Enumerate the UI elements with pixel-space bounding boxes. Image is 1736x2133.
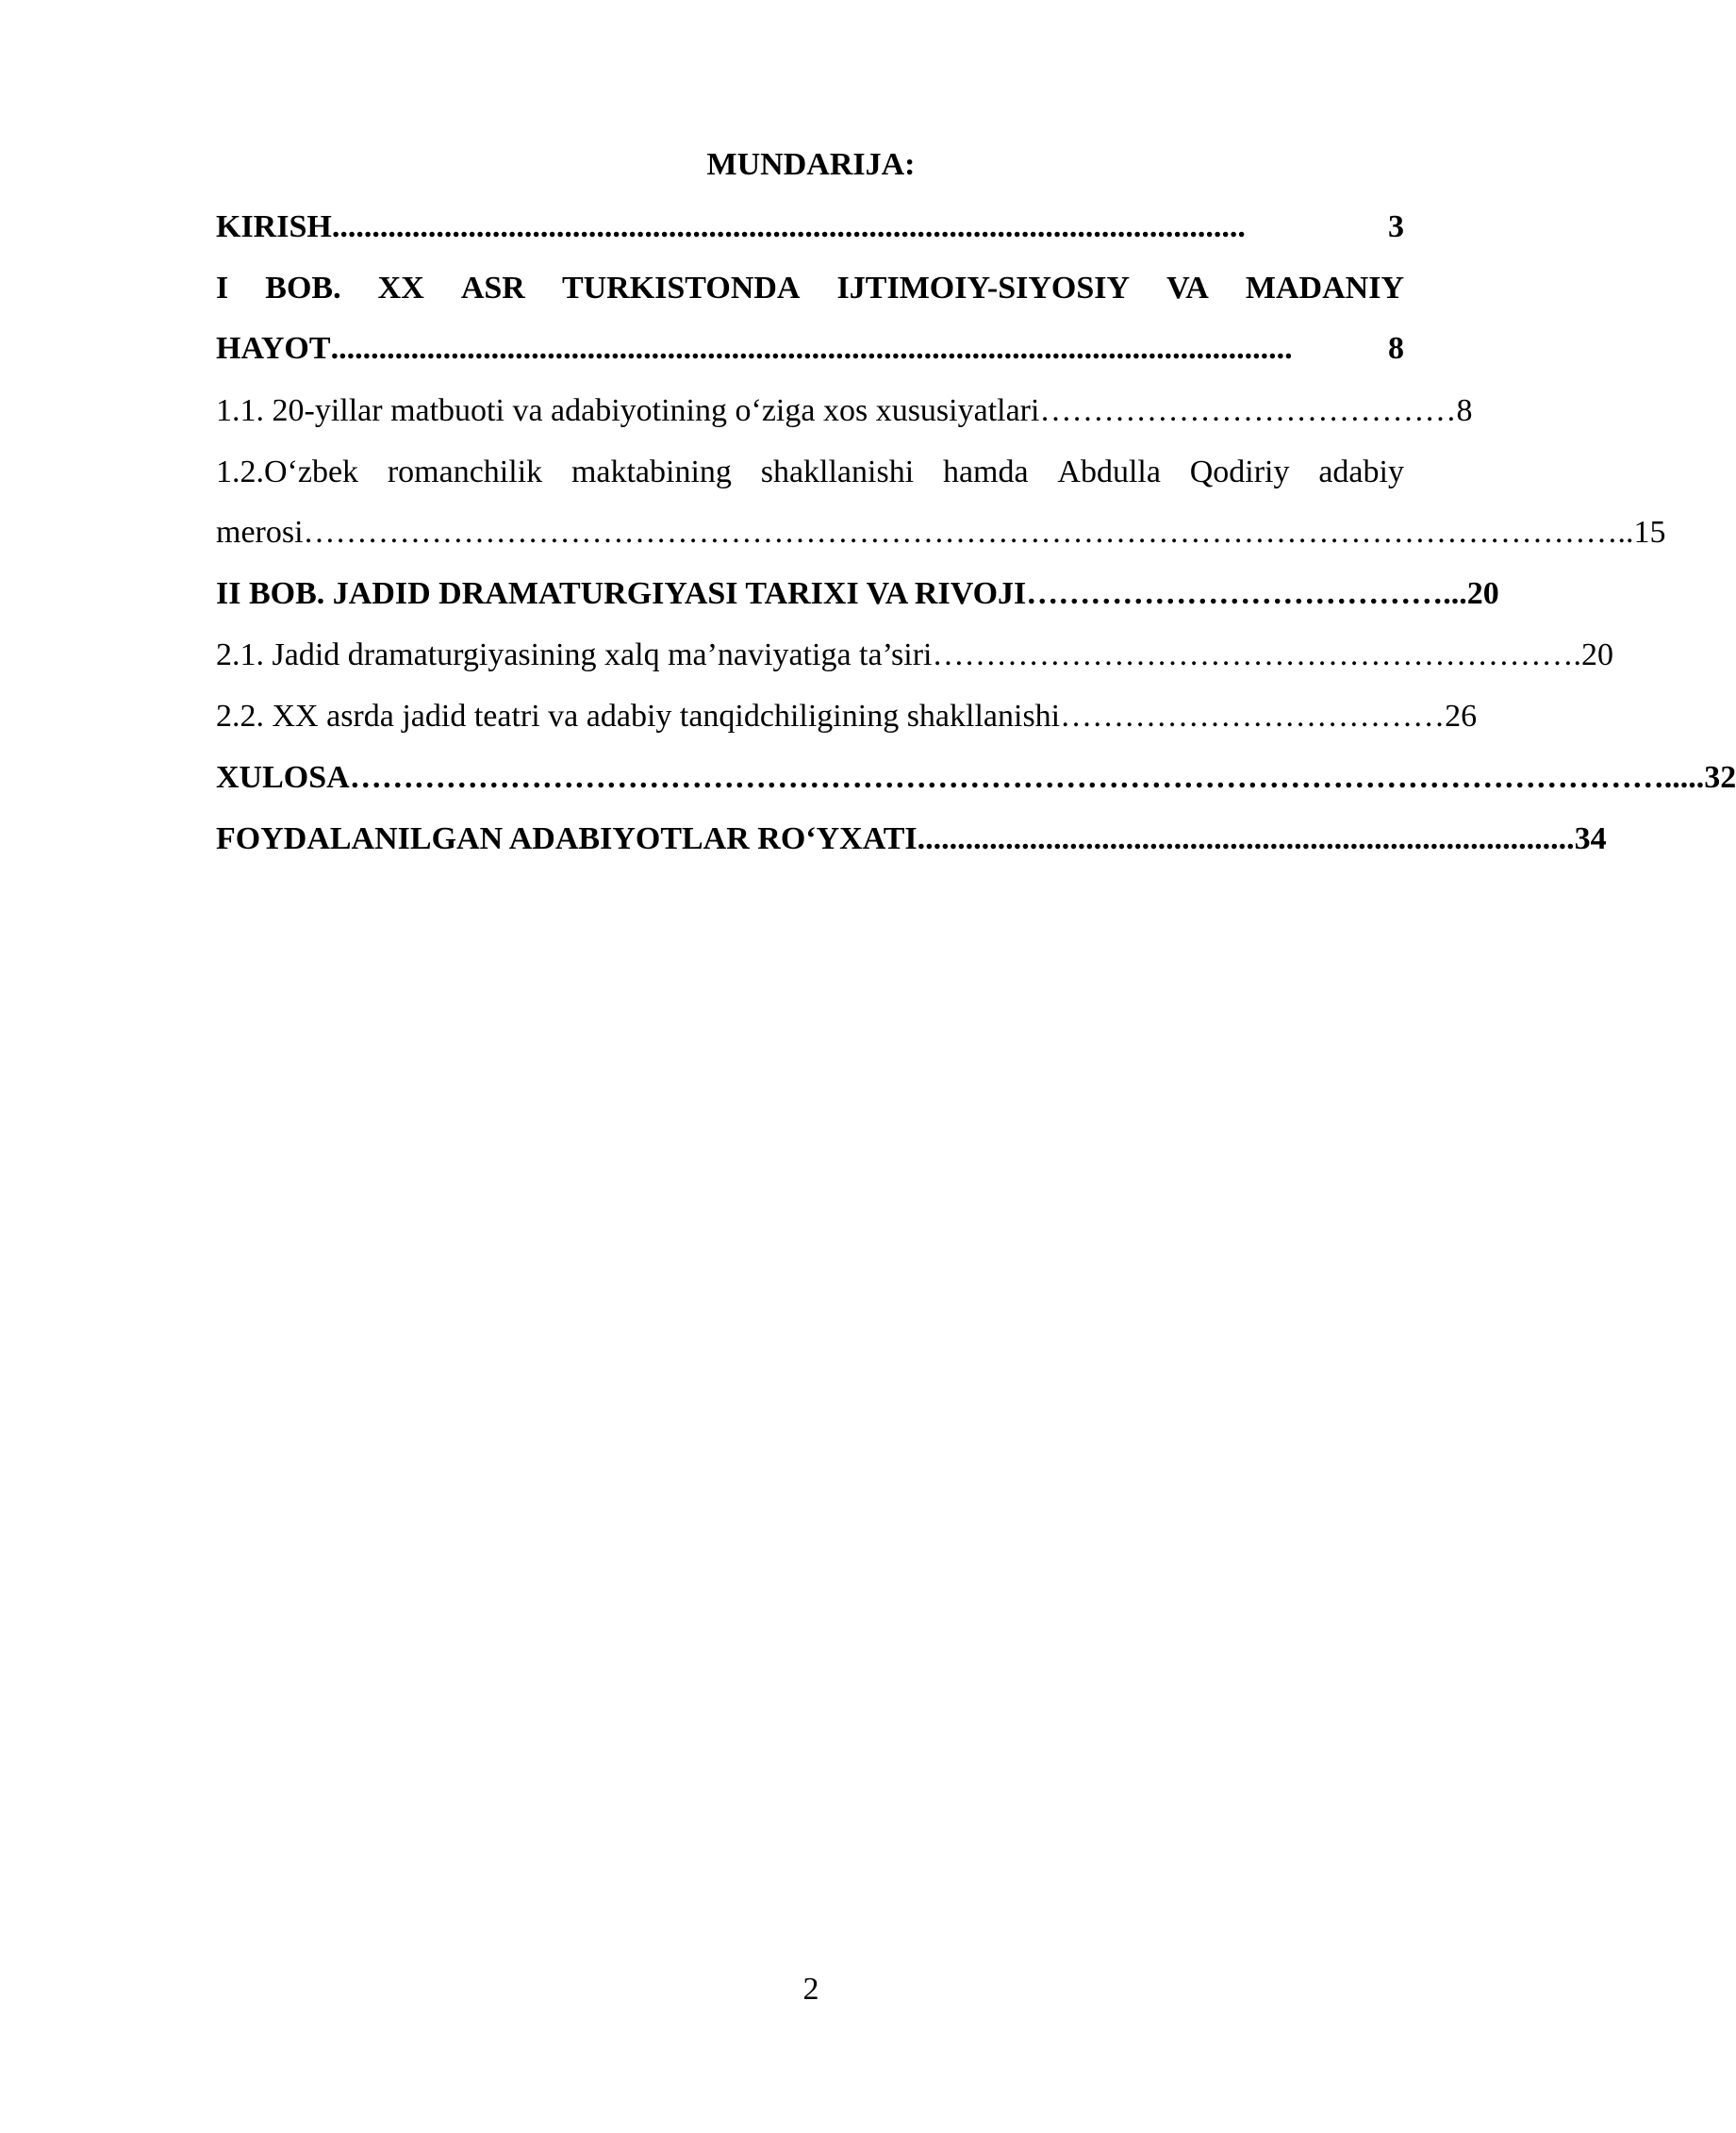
page-number: 2 <box>802 1972 819 2007</box>
toc-word: maktabining <box>570 455 732 489</box>
toc-entry-section-1-2-cont[interactable] <box>216 512 1666 554</box>
toc-word: IJTIMOIY-SIYOSIY <box>836 271 1131 306</box>
toc-page-number: .....32 <box>1663 760 1736 795</box>
toc-entry-text: 2.1. Jadid dramaturgiyasining xalq ma’naviyatiga ta’siri <box>216 637 933 672</box>
toc-word: adabiy <box>1318 455 1404 489</box>
toc-entry-text: 2.2. XX asrda jadid teatri va adabiy tanqidchiligining shakllanishi <box>216 699 1061 734</box>
toc-page-number: ...20 <box>1443 576 1499 611</box>
toc-word: Abdulla <box>1057 455 1161 489</box>
toc-word: MADANIY <box>1245 271 1404 306</box>
toc-entry-chapter-2[interactable] <box>216 573 1499 615</box>
toc-word: Qodiriy <box>1189 455 1290 489</box>
toc-word: shakllanishi <box>760 455 915 489</box>
toc-word: romanchilik <box>387 455 543 489</box>
toc-leader-dots: …………………………………………………………………………………………………………… <box>303 515 1618 550</box>
toc-entry-text: KIRISH <box>216 209 332 244</box>
toc-word: hamda <box>942 455 1029 489</box>
toc-word: I <box>216 271 229 306</box>
toc-entry-section-2-1[interactable] <box>216 635 1613 676</box>
toc-page-number: 3 <box>1388 209 1404 244</box>
toc-title: MUNDARIJA: <box>706 147 916 182</box>
toc-entry-text: merosi <box>216 515 304 550</box>
toc-entry-section-2-2[interactable] <box>216 696 1478 737</box>
toc-word: TURKISTONDA <box>561 271 801 306</box>
toc-leader-dots: .................................................................................................................. <box>331 209 1246 244</box>
toc-entry-text: HAYOT <box>216 331 331 366</box>
toc-entry-text: II BOB. JADID DRAMATURGIYASI TARIXI VA RIVOJI <box>216 576 1027 611</box>
toc-entry-text: 1.1. 20-yillar matbuoti va adabiyotining o‘ziga xos xususiyatlari <box>216 393 1040 428</box>
toc-leader-dots: ………………………………… <box>1039 393 1457 428</box>
toc-entry-conclusion[interactable] <box>216 757 1736 799</box>
toc-page-number: 8 <box>1388 331 1404 366</box>
toc-entry-section-1-2[interactable] <box>216 452 1404 493</box>
toc-word: 1.2.O‘zbek <box>216 455 359 489</box>
toc-entry-references[interactable] <box>216 818 1607 860</box>
toc-leader-dots: .................................................................................. <box>917 821 1575 856</box>
toc-page-number: 26 <box>1445 699 1478 734</box>
toc-leader-dots: …………………………………………………………………………………………………………… <box>349 760 1664 795</box>
toc-leader-dots: ……………………………… <box>1060 699 1446 734</box>
toc-entry-kirish[interactable] <box>216 207 1404 248</box>
toc-page-number: ..15 <box>1617 515 1666 550</box>
toc-entry-chapter-1-cont[interactable] <box>216 328 1404 370</box>
toc-page-number: 34 <box>1574 821 1607 856</box>
toc-word: BOB. <box>265 271 341 306</box>
toc-leader-dots: …………………………………………………… <box>932 637 1574 672</box>
toc-entry-chapter-1[interactable] <box>216 268 1404 309</box>
toc-entry-section-1-1[interactable] <box>216 390 1473 432</box>
toc-entry-text: FOYDALANILGAN ADABIYOTLAR RO‘YXATI <box>216 821 918 856</box>
toc-word: VA <box>1166 271 1209 306</box>
toc-leader-dots: ........................................................................................................................ <box>330 331 1293 366</box>
toc-word: ASR <box>460 271 525 306</box>
toc-entry-text: XULOSA <box>216 760 350 795</box>
toc-leader-dots: ………………………………… <box>1026 576 1444 611</box>
toc-page-number: 8 <box>1456 393 1473 428</box>
toc-word: XX <box>377 271 424 306</box>
toc-page-number: .20 <box>1573 637 1613 672</box>
